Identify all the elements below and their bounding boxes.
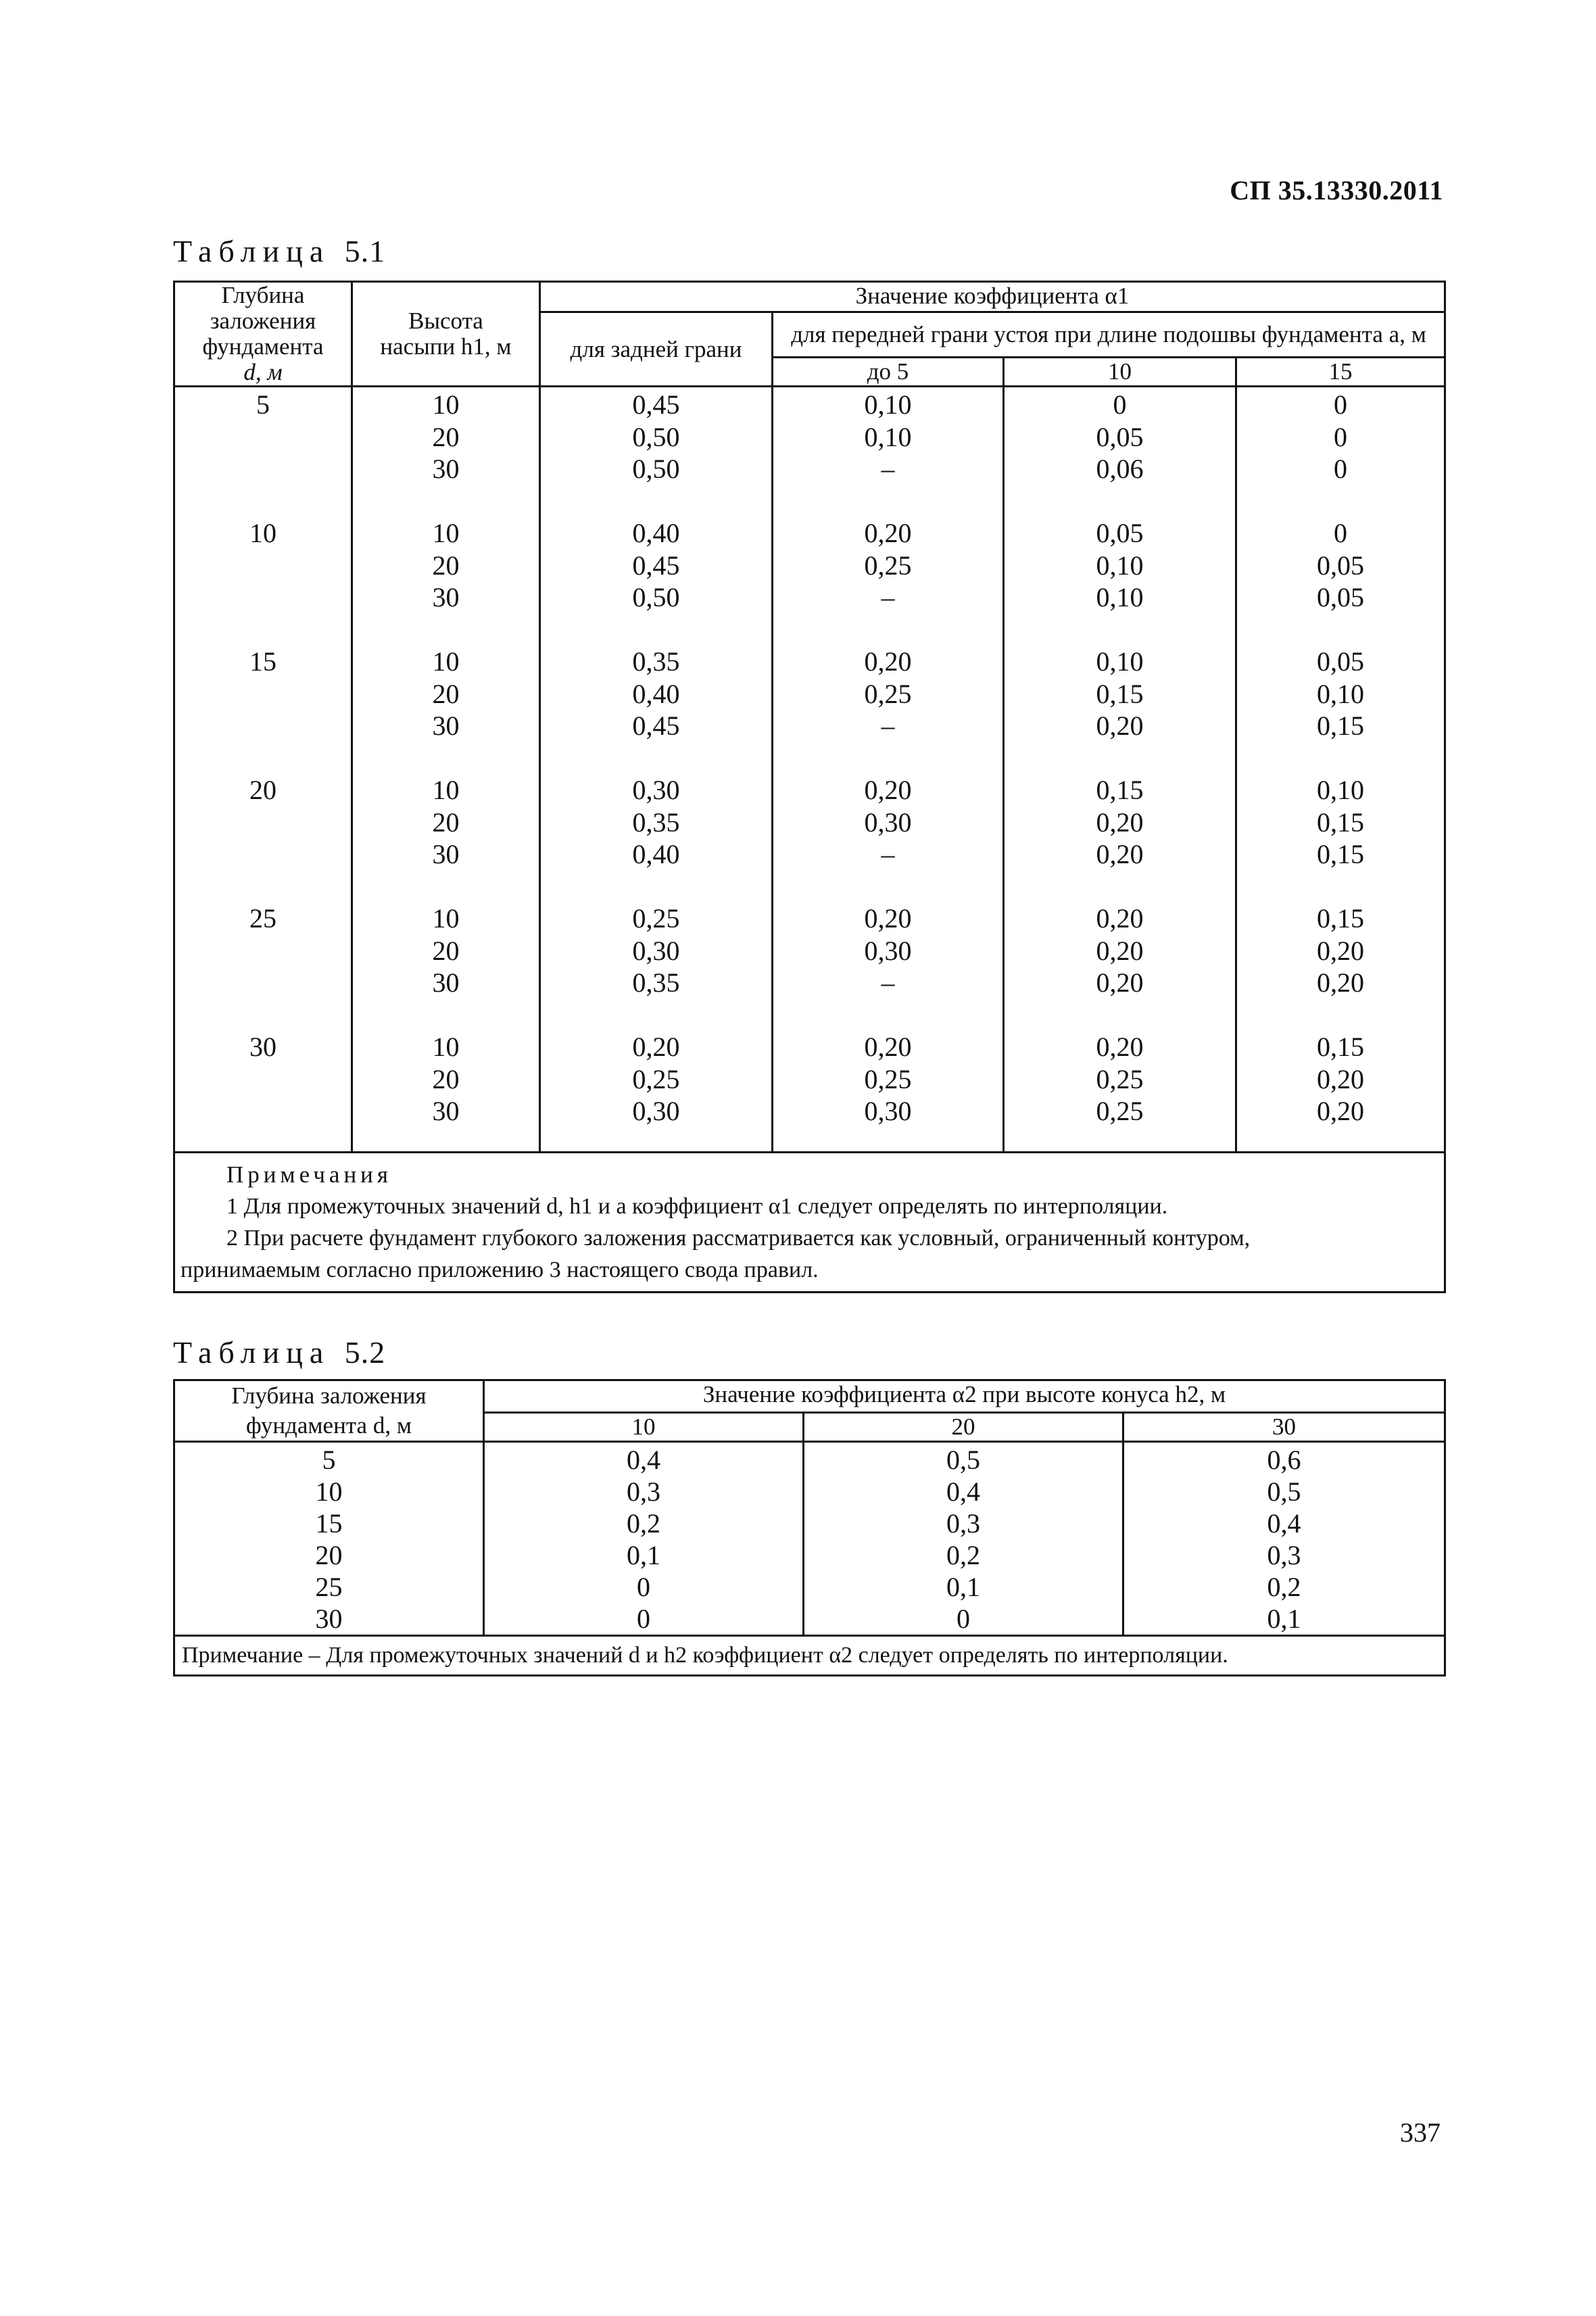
header-back-face: для задней грани <box>540 312 773 387</box>
table-5-1 <box>173 281 1446 1293</box>
column-back-face: 0,45 0,50 0,50 0,40 0,45 0,50 0,35 0,40 0,45 0,30 0,35 0,40 0,25 0,30 0,35 0,20 0,25 0,30 <box>540 387 773 1153</box>
page-number: 337 <box>1400 2117 1441 2148</box>
note: Примечание – Для промежуточных значений d и h2 коэффициент α2 следует определять по интерполяции. <box>182 1643 1228 1668</box>
table-5-2-note <box>174 1636 1445 1676</box>
table-5-1-notes <box>174 1153 1445 1293</box>
table-title-word: Таблица <box>173 234 331 268</box>
column-front-15: 0 0 0 0 0,05 0,05 0,05 0,10 0,15 0,10 0,15 0,15 0,15 0,20 0,20 0,15 0,20 0,20 <box>1236 387 1445 1153</box>
header-fill-height: Высота насыпи h1, м <box>352 282 540 387</box>
header-col-15: 15 <box>1236 358 1445 387</box>
note-2-line-2: принимаемым согласно приложению 3 настоящего свода правил. <box>180 1257 819 1282</box>
header-depth: Глубина заложения фундамента d, м <box>174 282 352 387</box>
header-value-group: Значение коэффициента α2 при высоте конуса h2, м <box>484 1380 1445 1413</box>
header-col-10: 10 <box>1004 358 1236 387</box>
note-2-line-1: 2 При расчете фундамент глубокого заложения рассматривается как условный, ограниченный контуром, <box>226 1226 1251 1251</box>
table-5-1-title <box>173 233 385 269</box>
document-code: СП 35.13330.2011 <box>1230 175 1443 206</box>
header-col-20: 20 <box>804 1412 1123 1441</box>
column-cone-10: 0,4 0,3 0,2 0,1 0 0 <box>484 1442 804 1636</box>
column-front-upto5: 0,10 0,10 – 0,20 0,25 – 0,20 0,25 – 0,20 0,30 – 0,20 0,30 – 0,20 0,25 0,30 <box>773 387 1004 1153</box>
column-cone-30: 0,6 0,5 0,4 0,3 0,2 0,1 <box>1123 1442 1445 1636</box>
table-title-number: 5.1 <box>344 234 386 268</box>
table-title-number: 5.2 <box>344 1335 386 1370</box>
table-5-2 <box>173 1379 1446 1676</box>
header-col-30: 30 <box>1123 1412 1445 1441</box>
column-depth: 5 10 15 20 25 30 <box>174 1442 484 1636</box>
note-1: 1 Для промежуточных значений d, h1 и a коэффициент α1 следует определять по интерполяции. <box>226 1194 1168 1219</box>
column-depth: 5 10 15 20 25 30 <box>174 387 352 1153</box>
header-col-upto5: до 5 <box>773 358 1004 387</box>
header-front-face: для передней грани устоя при длине подошвы фундамента a, м <box>773 312 1445 358</box>
column-front-10: 0 0,05 0,06 0,05 0,10 0,10 0,10 0,15 0,20 0,15 0,20 0,20 0,20 0,20 0,20 0,20 0,25 0,25 <box>1004 387 1236 1153</box>
notes-heading: Примечания <box>226 1161 393 1188</box>
table-5-2-title <box>173 1334 385 1370</box>
table-title-word: Таблица <box>173 1335 331 1370</box>
column-cone-20: 0,5 0,4 0,3 0,2 0,1 0 <box>804 1442 1123 1636</box>
header-col-10: 10 <box>484 1412 804 1441</box>
header-value-group: Значение коэффициента α1 <box>540 282 1445 312</box>
header-depth: Глубина заложения фундамента d, м <box>174 1380 484 1442</box>
column-fill-height: 10 20 30 10 20 30 10 20 30 10 20 30 10 20 30 10 20 30 <box>352 387 540 1153</box>
